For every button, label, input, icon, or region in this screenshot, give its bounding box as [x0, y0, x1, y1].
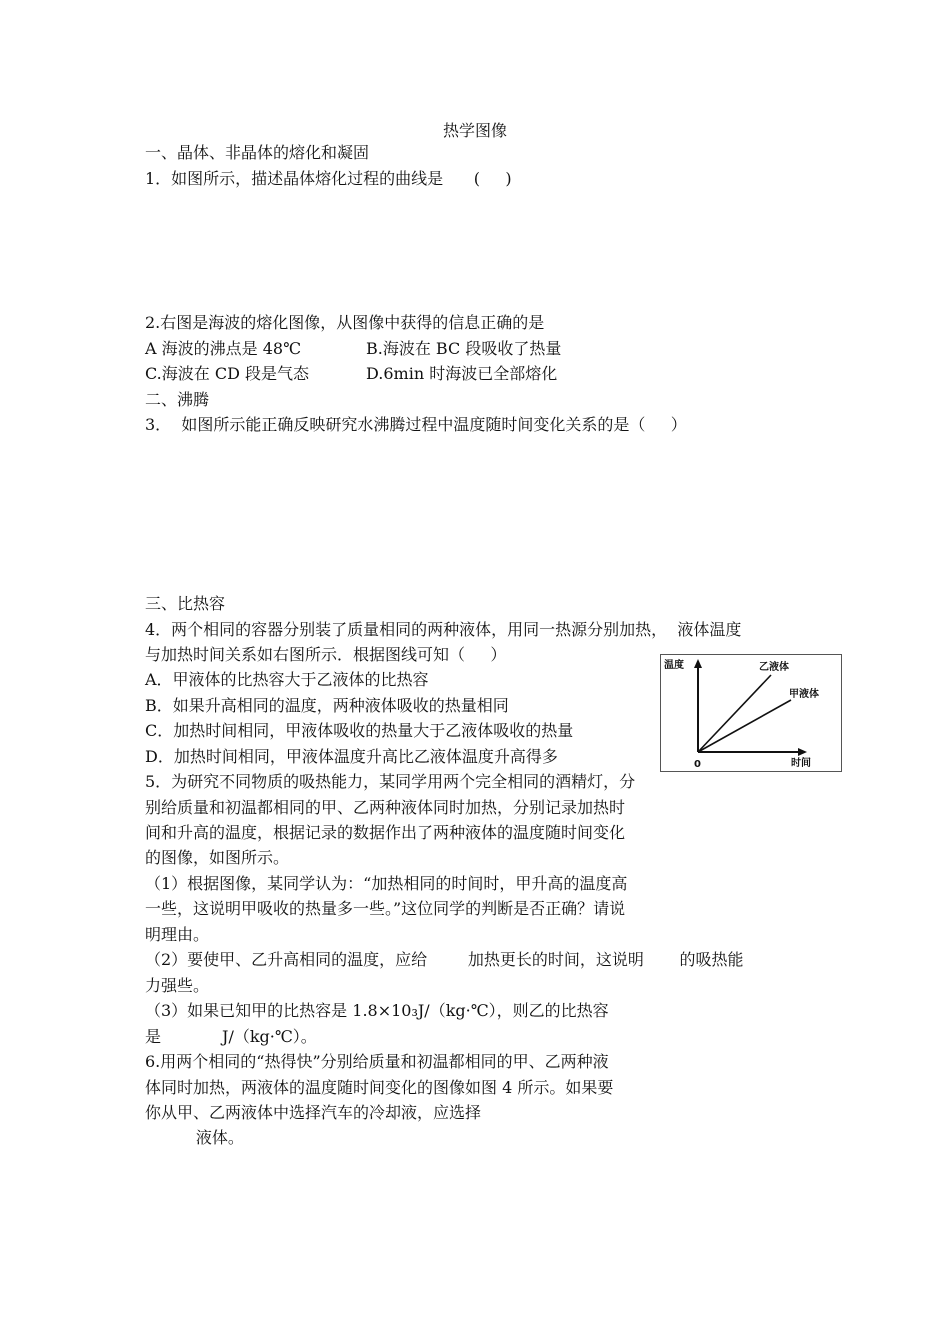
section-heading-melting: 一、晶体、非晶体的熔化和凝固	[145, 143, 370, 162]
question-2-option-d: D.6min 时海波已全部熔化	[366, 364, 558, 383]
section-heading-specific-heat: 三、比热容	[145, 594, 226, 613]
page-title: 热学图像	[442, 121, 507, 140]
question-5-part-3-line-1: （3）如果已知甲的比热容是 1.8×10₃J/（kg·℃），则乙的比热容	[145, 1001, 609, 1020]
section-heading-boiling: 二、沸腾	[145, 390, 210, 409]
question-2-option-a: A 海波的沸点是 48℃	[145, 339, 301, 358]
x-axis-arrow	[798, 748, 807, 756]
series-jia-line	[698, 700, 791, 752]
question-6-line-1: 6.用两个相同的“热得快”分别给质量和初温都相同的甲、乙两种液	[145, 1052, 609, 1071]
series-jia-label: 甲液体	[789, 689, 819, 700]
question-6-line-2: 体同时加热，两液体的温度随时间变化的图像如图 4 所示。如果要	[145, 1078, 614, 1097]
series-yi-label: 乙液体	[759, 662, 789, 673]
series-yi-line	[698, 675, 771, 752]
x-axis-label: 时间	[791, 758, 811, 769]
temperature-time-figure	[660, 654, 842, 772]
question-5-part-1-line-2: 一些，这说明甲吸收的热量多一些。”这位同学的判断是否正确？请说	[145, 899, 626, 918]
question-4-option-d: D．加热时间相同，甲液体温度升高比乙液体温度升高得多	[145, 747, 558, 766]
question-5-line-4: 的图像，如图所示。	[145, 848, 290, 867]
origin-label: 0	[694, 759, 701, 770]
question-4-option-c: C．加热时间相同，甲液体吸收的热量大于乙液体吸收的热量	[145, 721, 574, 740]
question-6-line-3: 你从甲、乙两液体中选择汽车的冷却液，应选择	[145, 1103, 482, 1122]
question-2-option-b: B.海波在 BC 段吸收了热量	[366, 339, 562, 358]
question-4-line-1: 4．两个相同的容器分别装了质量相同的两种液体，用同一热源分别加热， 液体温度	[145, 620, 742, 639]
question-5-line-3: 间和升高的温度，根据记录的数据作出了两种液体的温度随时间变化	[145, 823, 626, 842]
question-5-part-2-line-1: （2）要使甲、乙升高相同的温度，应给 加热更长的时间，这说明 的吸热能	[145, 950, 744, 969]
question-5-part-1-line-1: （1）根据图像，某同学认为：“加热相同的时间时，甲升高的温度高	[145, 874, 628, 893]
question-1: 1．如图所示，描述晶体熔化过程的曲线是 ( )	[145, 169, 512, 188]
question-6-line-4: 液体。	[145, 1128, 244, 1147]
y-axis-arrow	[694, 659, 702, 668]
question-5-part-3-line-2: 是 J/（kg·℃）。	[145, 1027, 317, 1046]
question-2: 2.右图是海波的熔化图像，从图像中获得的信息正确的是	[145, 313, 545, 332]
question-5-line-1: 5．为研究不同物质的吸热能力，某同学用两个完全相同的酒精灯，分	[145, 772, 636, 791]
question-4-line-2: 与加热时间关系如右图所示．根据图线可知（ ）	[145, 645, 507, 664]
question-2-option-c: C.海波在 CD 段是气态	[145, 364, 310, 383]
question-5-part-2-line-2: 力强些。	[145, 976, 210, 995]
question-3: 3． 如图所示能正确反映研究水沸腾过程中温度随时间变化关系的是（ ）	[145, 415, 687, 434]
question-4-option-a: A．甲液体的比热容大于乙液体的比热容	[145, 670, 429, 689]
question-4-option-b: B．如果升高相同的温度，两种液体吸收的热量相同	[145, 696, 509, 715]
temperature-time-graph	[661, 655, 841, 771]
question-5-part-1-line-3: 明理由。	[145, 925, 210, 944]
question-5-line-2: 别给质量和初温都相同的甲、乙两种液体同时加热，分别记录加热时	[145, 798, 626, 817]
y-axis-label: 温度	[664, 660, 684, 671]
